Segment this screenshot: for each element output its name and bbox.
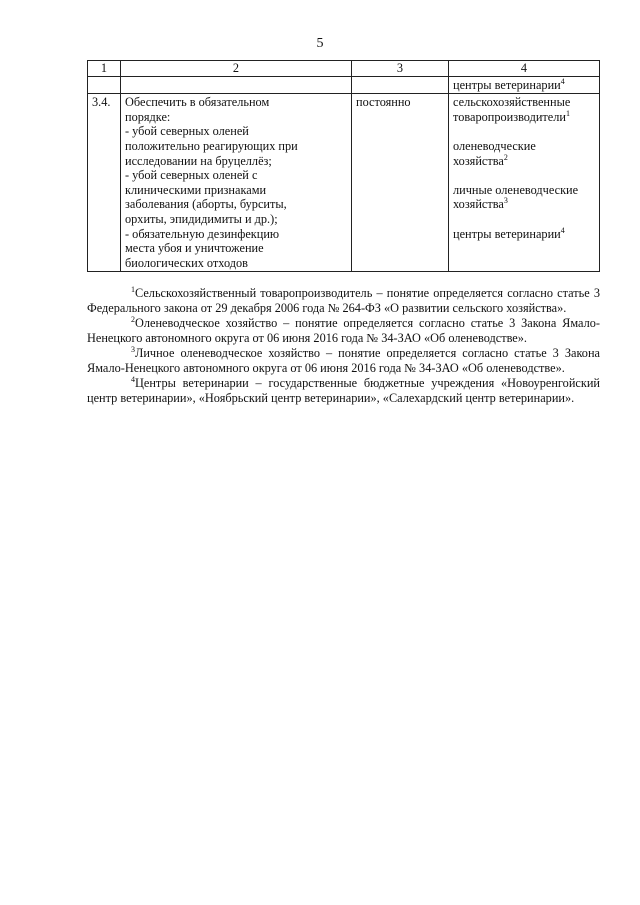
footnote-mark: 1: [565, 108, 570, 118]
footnote-text: Сельскохозяйственный товаропроизводитель – понятие определяется согласно статье 3 Федерального закона от 29 декабря 2006 года № 264-ФЗ «О развитии сельского хозяйства».: [87, 286, 600, 315]
header-col-3: 3: [352, 61, 449, 77]
header-col-4: 4: [449, 61, 600, 77]
table-header-row: [88, 61, 600, 77]
footnote-text: Центры ветеринарии – государственные бюджетные учреждения «Новоуренгойский центр ветеринарии», «Ноябрьский центр ветеринарии», «Салехардский центр ветеринарии».: [87, 376, 600, 405]
footnote-4: [87, 376, 600, 406]
executor-line: центры ветеринарии$^4$: [453, 225, 565, 241]
footnote-mark: 4: [560, 225, 565, 235]
measure-line: биологических отходов: [125, 255, 248, 270]
footnotes: [87, 286, 600, 406]
measure-line: орхиты, эпидидимиты и др.);: [125, 211, 278, 226]
continuation-cell-4: [449, 76, 600, 94]
executor-line: хозяйства$^2$: [453, 152, 508, 168]
measure-cell: [121, 94, 352, 272]
footnote-3: [87, 346, 600, 376]
footnote-1: [87, 286, 600, 316]
executor-line: сельскохозяйственные: [453, 95, 571, 110]
executor-line: хозяйства$^3$: [453, 196, 508, 212]
header-col-1: 1: [88, 61, 121, 77]
footnote-mark: 3: [131, 344, 135, 354]
continuation-row: [88, 76, 600, 94]
footnote-mark: 3: [503, 196, 508, 206]
continuation-cell-3: [352, 76, 449, 94]
measure-line: исследовании на бруцеллёз;: [125, 153, 272, 168]
header-col-2: 2: [121, 61, 352, 77]
measure-line: места убоя и уничтожение: [125, 241, 264, 256]
row-number: 3.4.: [88, 94, 121, 272]
footnote-2: [87, 316, 600, 346]
measure-line: клиническими признаками: [125, 182, 267, 197]
measure-line: - обязательную дезинфекцию: [125, 226, 280, 241]
footnote-mark: 2: [503, 152, 508, 162]
measure-line: - убой северных оленей: [125, 124, 249, 139]
footnote-mark: 4: [560, 76, 565, 86]
footnote-mark: 4: [131, 374, 135, 384]
measure-line: положительно реагирующих при: [125, 138, 298, 153]
measures-table: [87, 60, 600, 272]
footnote-text: Личное оленеводческое хозяйство – понятие определяется согласно статье 3 Закона Ямало-Ненецкого автономного округа от 06 июня 2016 года № 34-ЗАО «Об оленеводстве».: [87, 346, 600, 375]
executor-line: оленеводческие: [453, 138, 536, 153]
continuation-cell-2: [121, 76, 352, 94]
measure-line: - убой северных оленей с: [125, 168, 258, 183]
continuation-cell-1: [88, 76, 121, 94]
measure-line: заболевания (аборты, бурситы,: [125, 197, 287, 212]
footnote-text: Оленеводческое хозяйство – понятие определяется согласно статье 3 Закона Ямало-Ненецкого автономного округа от 06 июня 2016 года № 34-ЗАО «Об оленеводстве».: [87, 316, 600, 345]
table-row: [88, 94, 600, 272]
executor-line: товаропроизводители$^1$: [453, 108, 570, 124]
executors-cell: [449, 94, 600, 272]
term-cell: постоянно: [352, 94, 449, 272]
footnote-mark: 1: [131, 284, 135, 294]
footnote-mark: 2: [131, 314, 135, 324]
measure-line: Обеспечить в обязательном: [125, 95, 270, 110]
page-number: 5: [316, 36, 324, 51]
continuation-executor: центры ветеринарии: [453, 77, 561, 92]
measure-line: порядке:: [125, 109, 171, 124]
executor-line: личные оленеводческие: [453, 182, 579, 197]
